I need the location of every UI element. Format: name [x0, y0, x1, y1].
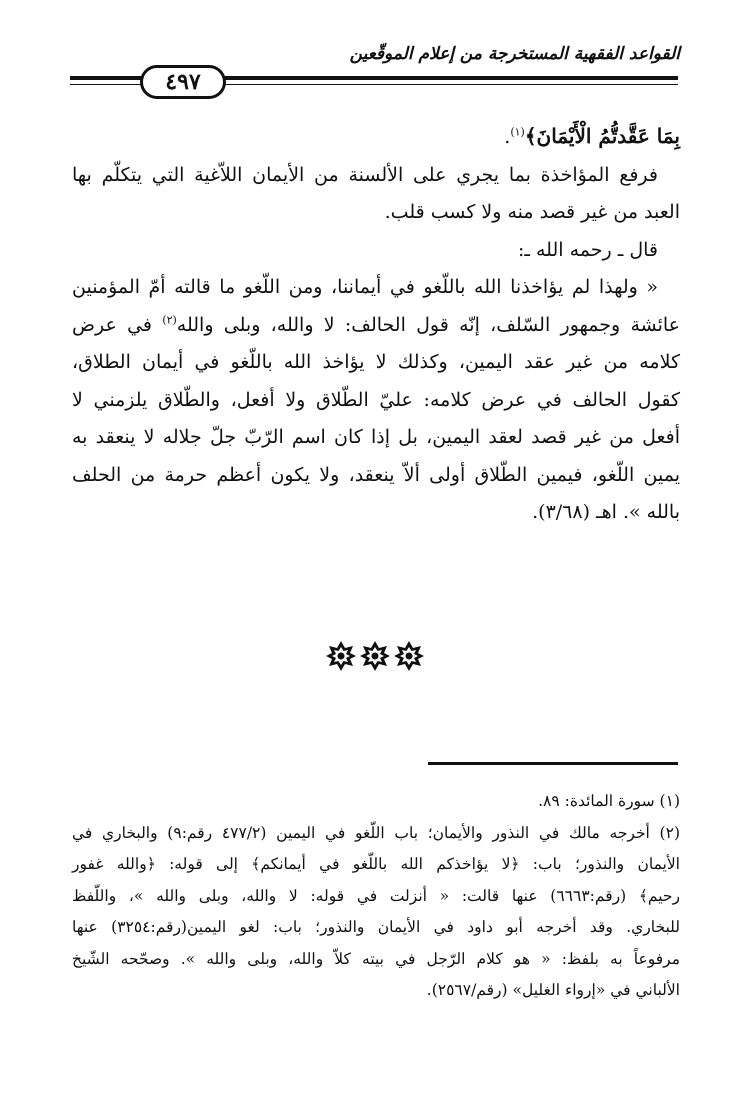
star-flower-icon	[359, 640, 391, 672]
footnote-2-line: للبخاري. وقد أخرجه أبو داود في الأيمان والنذور؛ باب: لغو اليمين(رقم:٣٢٥٤) عنها	[72, 918, 680, 936]
section-divider-ornament	[0, 640, 750, 672]
footnote-1: (١) سورة المائدة: ٨٩.	[538, 792, 680, 810]
footnote-2-line: مرفوعاً به بلفظ: « هو كلام الرّجل في بيته كلاّ والله، وبلى والله ». وصحّحه الشّيخ	[72, 949, 680, 968]
text-line: قال ـ رحمه الله ـ:	[517, 238, 658, 261]
text-segment: في عرض	[72, 313, 163, 336]
star-flower-icon	[393, 640, 425, 672]
text-line: يمين اللّغو، فيمين الطّلاق أولى ألاّ ينعقد، ولا يكون أعظم حرمة من الحلف	[72, 463, 680, 486]
star-flower-icon	[325, 640, 357, 672]
text-line: « ولهذا لم يؤاخذنا الله باللّغو في أيماننا، ومن اللّغو ما قالته أمّ المؤمنين	[72, 276, 658, 298]
text-line: بِمَا عَقَّدتُّمُ الْأَيْمَانَ﴾$^{(١)}$.	[504, 124, 680, 148]
text-segment: عائشة وجمهور السّلف، إنّه قول الحالف: لا والله، وبلى والله	[176, 313, 680, 336]
running-title: القواعد الفقهية المستخرجة من إعلام الموقّعين	[349, 44, 680, 64]
quran-fragment: بِمَا عَقَّدتُّمُ الْأَيْمَانَ﴾	[524, 124, 680, 148]
footnote-ref-1: (١)	[510, 125, 525, 139]
footnote-2-line: الألباني في «إرواء الغليل» (رقم/٢٥٦٧).	[426, 981, 680, 999]
footnote-separator	[428, 762, 678, 765]
footnote-ref-2: (٢)	[162, 313, 177, 327]
main-text	[72, 118, 680, 532]
footnote-2-line: رحيم﴾ (رقم:٦٦٦٣) عنها قالت: « أنزلت في قوله: لا والله، وبلى والله »، واللّفظ	[72, 886, 680, 905]
text-line	[72, 307, 680, 345]
text-line: العبد من غير قصد منه ولا كسب قلب.	[384, 201, 680, 223]
text-line: أفعل من غير قصد لعقد اليمين، بل إذا كان اسم الرّبّ جلّ جلاله لا ينعقد به	[72, 426, 680, 448]
text-line: فرفع المؤاخذة بما يجري على الألسنة من الأيمان اللاّغية التي يتكلّم بها	[72, 163, 658, 186]
footnote-2-line: (٢) أخرجه مالك في النذور والأيمان؛ باب اللّغو في اليمين (٤٧٧/٢ رقم:٩) والبخاري في	[72, 823, 680, 842]
footnotes	[72, 786, 680, 1007]
text-line: كلامه من غير عقد اليمين، وكذلك لا يؤاخذ الله باللّغو في أيمان الطلاق،	[72, 351, 680, 373]
page-number: ٤٩٧	[140, 65, 226, 99]
text-line: كقول الحالف في عرض كلامه: عليّ الطّلاق ولا أفعل، والطّلاق يلزمني لا	[72, 388, 680, 411]
text-line: بالله ». اهـ (٣/٦٨).	[532, 501, 680, 523]
footnote-2-line: الأيمان والنذور؛ باب: ﴿لا يؤاخذكم الله باللّغو في أيمانكم﴾ إلى قوله: ﴿والله غفور	[72, 855, 680, 873]
